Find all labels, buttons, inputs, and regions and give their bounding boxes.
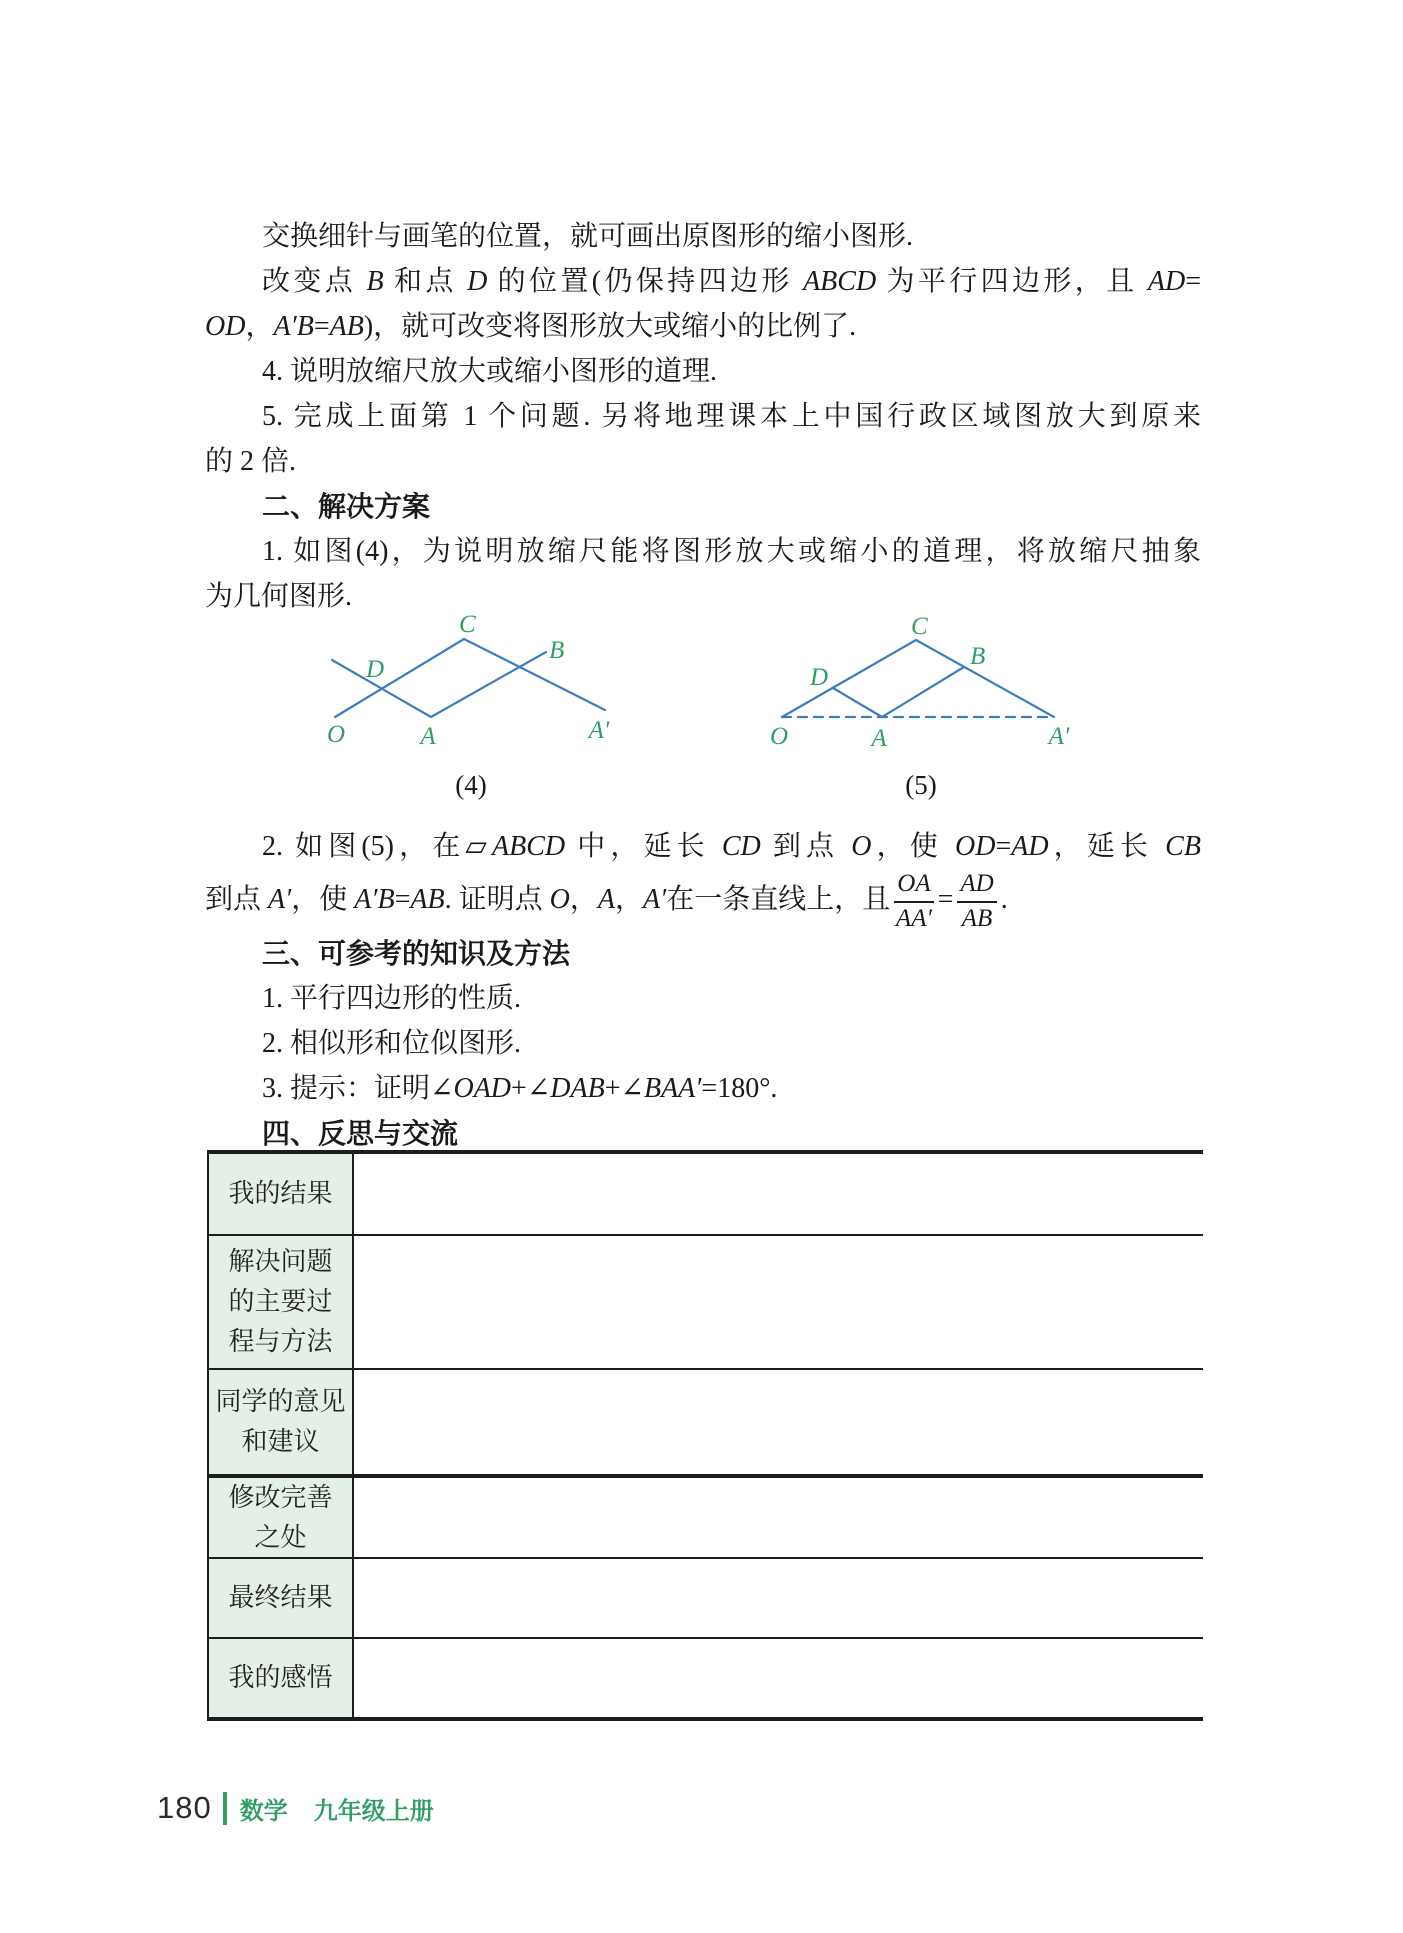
section-heading (205, 931, 1201, 976)
text-block-bottom (205, 824, 1201, 1156)
math-run: AD (1147, 266, 1186, 297)
figure-4 (316, 612, 626, 800)
figure-5-point-label: D (809, 664, 828, 691)
table-label-line: 同学的意见 (215, 1387, 346, 1416)
text-line (205, 214, 1201, 259)
table-content-cell (354, 1478, 1203, 1557)
figure-4-point-label: C (459, 612, 476, 638)
text-run: 的位置(仍保持四边形 (487, 266, 804, 297)
figure-5-point-label: O (769, 723, 789, 750)
table-label-line: 修改完善 (228, 1482, 333, 1512)
text-run: + (604, 1073, 621, 1104)
figure-4-line (335, 639, 464, 717)
figure-5 (766, 612, 1076, 800)
figures-row (0, 612, 1403, 822)
text-line (205, 259, 1201, 304)
math-run: OD (205, 311, 246, 342)
text-run: = (995, 831, 1012, 862)
text-line (205, 869, 1201, 931)
fraction-numerator: AD (957, 870, 996, 903)
math-run: O (549, 884, 570, 915)
text-run: ▱ (465, 831, 493, 862)
text-run: ，延长 (1048, 831, 1166, 862)
math-run: ABCD (492, 831, 566, 862)
text-run: ， (569, 884, 598, 915)
figure-5-line (782, 640, 916, 717)
math-run: A′B (273, 311, 314, 342)
fraction (894, 870, 933, 934)
table-label-line: 解决问题 (228, 1247, 333, 1276)
figure-4-point-label: A′ (588, 717, 610, 744)
table-row-label (209, 1236, 354, 1368)
table-row-label (209, 1639, 354, 1717)
table-label-line: 和建议 (241, 1427, 320, 1456)
math-run: CB (1165, 831, 1201, 862)
math-run: A′B (354, 884, 395, 915)
text-line (205, 1021, 1201, 1066)
figure-5-svg (766, 612, 1076, 752)
table-content-cell (354, 1559, 1203, 1637)
figure-4-line (431, 652, 546, 717)
table-content-cell (354, 1154, 1203, 1234)
math-run: A (597, 884, 615, 915)
math-run: O (851, 831, 872, 862)
text-run: 四、反思与交流 (262, 1118, 459, 1149)
math-run: CD (721, 831, 761, 862)
figure-5-line (833, 688, 882, 717)
table-row (209, 1154, 1203, 1234)
text-run: 三、可参考的知识及方法 (262, 938, 571, 969)
figure-4-point-label: O (326, 721, 346, 748)
text-run: . (1000, 884, 1008, 915)
figure-4-drawing (316, 612, 626, 757)
table-label-line: 最终结果 (228, 1583, 333, 1612)
text-run: ，使 (871, 831, 955, 862)
math-run: A′ (268, 884, 292, 915)
table-row-label (209, 1370, 354, 1474)
figure-4-caption: (4) (455, 770, 487, 800)
figure-5-point-label: A′ (1048, 723, 1070, 750)
text-run: 到点 (205, 884, 269, 915)
figure-4-svg (316, 612, 626, 752)
table-row (209, 1234, 1203, 1368)
text-run: 的 2 倍. (205, 446, 297, 477)
figure-4-point-label: B (549, 637, 565, 664)
fraction (957, 870, 996, 934)
math-run: A′ (643, 884, 667, 915)
table-label-line: 程与方法 (228, 1327, 333, 1356)
text-run: ， (615, 884, 644, 915)
figure-5-point-label: C (911, 613, 928, 640)
table-label-line: 我的感悟 (228, 1663, 333, 1692)
text-run: 5. 完成上面第 1 个问题. 另将地理课本上中国行政区域图放大到原来 (262, 401, 1201, 432)
text-line (205, 824, 1201, 869)
section-heading (205, 484, 1201, 529)
table-row (209, 1637, 1203, 1717)
text-line (205, 304, 1201, 349)
text-run: 到点 (760, 831, 852, 862)
table-row (209, 1368, 1203, 1474)
text-run: 为平行四边形，且 (876, 266, 1148, 297)
text-run: 为几何图形. (205, 581, 353, 612)
text-run: 4. 说明放缩尺放大或缩小图形的道理. (262, 356, 718, 387)
math-run: B (366, 266, 384, 297)
figure-5-line (882, 667, 964, 717)
text-run: = (394, 884, 411, 915)
figure-4-line (464, 639, 605, 710)
text-run: = (937, 884, 954, 915)
math-run: ∠DAB (526, 1073, 605, 1104)
text-run: =180°. (701, 1073, 778, 1104)
page-footer (157, 1790, 434, 1826)
math-run: D (467, 266, 488, 297)
footer-subject: 数学 (239, 1797, 288, 1825)
figure-5-caption: (5) (905, 770, 937, 800)
text-line (205, 439, 1201, 484)
reflection-table (207, 1150, 1203, 1721)
text-run: 二、解决方案 (262, 491, 431, 522)
text-run: 2. 如图(5)，在 (262, 831, 466, 862)
math-run: ∠BAA′ (620, 1073, 702, 1104)
math-run: ∠OAD (430, 1073, 512, 1104)
text-run: ，使 (291, 884, 355, 915)
page-number: 180 (157, 1790, 212, 1825)
table-content-cell (354, 1639, 1203, 1717)
text-run: 3. 提示：证明 (262, 1073, 431, 1104)
figure-5-drawing (766, 612, 1076, 757)
text-run: )，就可改变将图形放大或缩小的比例了. (363, 311, 857, 342)
text-run: 改变点 (262, 266, 367, 297)
text-run: 中，延长 (565, 831, 722, 862)
text-line (205, 529, 1201, 574)
text-run: 和点 (383, 266, 468, 297)
text-line (205, 349, 1201, 394)
math-run: AD (1011, 831, 1049, 862)
table-label-line: 的主要过 (228, 1287, 333, 1316)
table-label-line: 我的结果 (228, 1179, 333, 1208)
table-content-cell (354, 1236, 1203, 1368)
text-line (205, 976, 1201, 1021)
table-content-cell (354, 1370, 1203, 1474)
text-run: 1. 平行四边形的性质. (262, 983, 522, 1014)
footer-volume: 九年级上册 (313, 1797, 434, 1825)
table-label-line: 之处 (254, 1522, 307, 1552)
figure-4-point-label: A (420, 723, 436, 750)
text-run: 交换细针与画笔的位置，就可画出原图形的缩小图形. (262, 221, 914, 252)
text-run: . 证明点 (444, 884, 550, 915)
text-block-top (205, 214, 1201, 619)
text-run: 在一条直线上，且 (666, 884, 891, 915)
table-row-label (209, 1478, 354, 1557)
text-run: = (313, 311, 330, 342)
table-row (209, 1474, 1203, 1557)
figure-5-point-label: A (871, 725, 887, 752)
text-line (205, 1066, 1201, 1111)
text-line (205, 394, 1201, 439)
fraction-numerator: OA (894, 870, 933, 903)
text-run: 2. 相似形和位似图形. (262, 1028, 522, 1059)
text-run: ， (245, 311, 274, 342)
table-row-label (209, 1154, 354, 1234)
footer-divider-bar (223, 1792, 227, 1825)
text-run: + (511, 1073, 527, 1104)
fraction-denominator: AA′ (895, 904, 932, 932)
math-run: OD (954, 831, 996, 862)
fraction-denominator: AB (961, 904, 993, 932)
table-row (209, 1557, 1203, 1637)
math-run: AB (329, 311, 364, 342)
text-run: = (1185, 266, 1201, 297)
figure-5-point-label: B (970, 643, 986, 670)
math-run: ABCD (803, 266, 877, 297)
figure-4-point-label: D (365, 656, 384, 683)
text-run: 1. 如图(4)，为说明放缩尺能将图形放大或缩小的道理，将放缩尺抽象 (262, 536, 1201, 567)
table-row-label (209, 1559, 354, 1637)
math-run: AB (410, 884, 445, 915)
